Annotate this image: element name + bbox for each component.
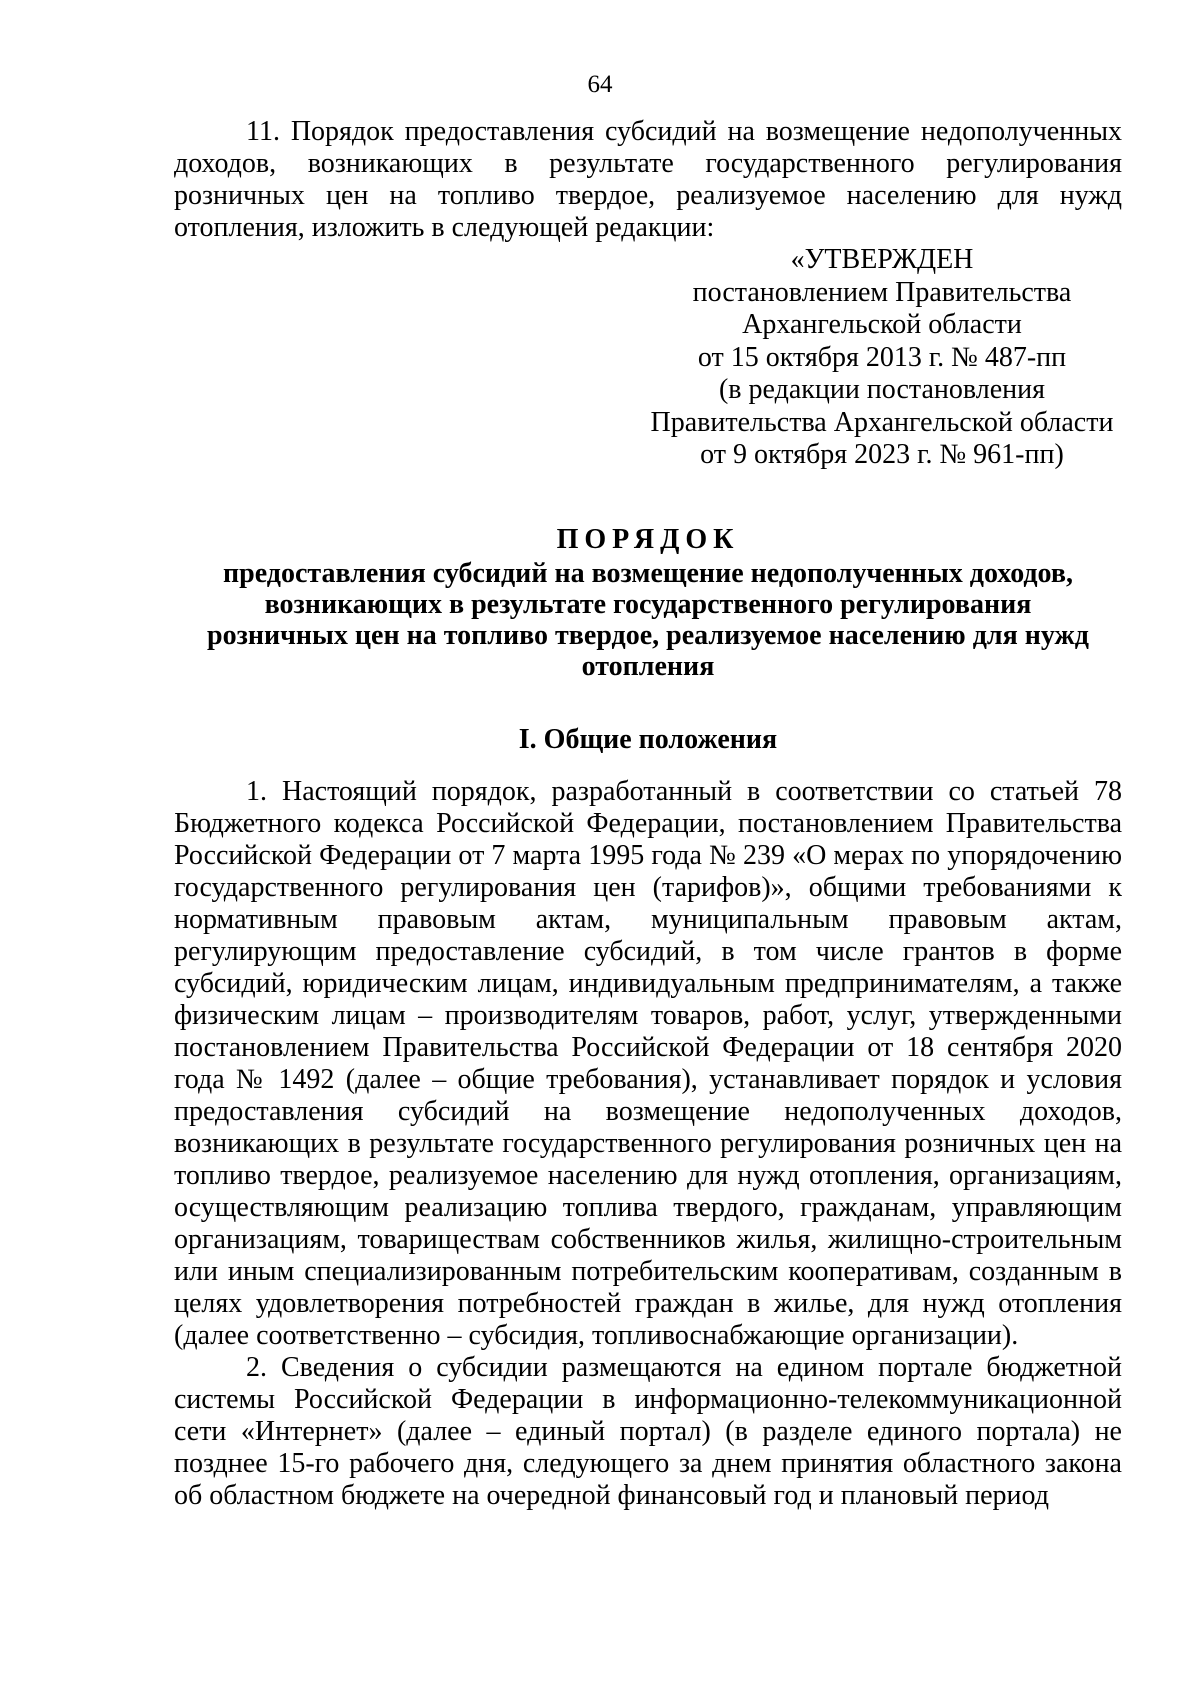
paragraph-1: 1. Настоящий порядок, разработанный в соответствии со статьей 78 Бюджетного кодекса Российской Федерации, постановлением Правительства Российской Федерации от 7 марта 1995 года № 239 «О мерах по упорядочению государственного регулирования цен (тарифов)», общими требованиями к нормативным правовым актам, муниципальным правовым актам, регулирующим предоставление субсидий, в том числе грантов в форме субсидий, юридическим лицам, индивидуальным предпринимателям, а также физическим лицам – производителям товаров, работ, услуг, утвержденными постановлением Правительства Российской Федерации от 18 сентября 2020 года № 1492 (далее – общие требования), устанавливает порядок и условия предоставления субсидий на возмещение недополученных доходов, возникающих в результате государственного регулирования розничных цен на топливо твердое, реализуемое населению для нужд отопления, организациям, осуществляющим реализацию топлива твердого, гражданам, управляющим организациям, товариществам собственников жилья, жилищно-строительным или иным специализированным потребительским кооперативам, созданным в целях удовлетворения потребностей граждан в жилье, для нужд отопления (далее соответственно – субсидия, топливоснабжающие организации). xyxy=(174,775,1122,1351)
document-title: ПОРЯДОК xyxy=(556,523,740,555)
approval-line: (в редакции постановления xyxy=(718,374,1046,405)
document-subtitle: предоставления субсидий на возмещение недополученных доходов, возникающих в результате государственного регулирования розничных цен на топливо твердое, реализуемое населению для нужд отопления xyxy=(207,557,1089,682)
intro-paragraph: 11. Порядок предоставления субсидий на возмещение недополученных доходов, возникающих в результате государственного регулирования розничных цен на топливо твердое, реализуемое населению для нужд отопления, изложить в следующей редакции: xyxy=(174,116,1122,243)
approval-line: Архангельской области xyxy=(742,309,1022,340)
document-body xyxy=(174,116,1122,1512)
approval-line: от 15 октября 2013 г. № 487-пп xyxy=(697,341,1067,373)
section-heading: I. Общие положения xyxy=(518,723,778,755)
approval-line: постановлением Правительства xyxy=(692,276,1072,308)
page-number: 64 xyxy=(587,71,613,98)
paragraph-2: 2. Сведения о субсидии размещаются на едином портале бюджетной системы Российской Федерации в информационно-телекоммуникационной сети «Интернет» (далее – единый портал) (в разделе единого портала) не позднее 15-го рабочего дня, следующего за днем принятия областного закона об областном бюджете на очередной финансовый год и плановый период xyxy=(174,1351,1122,1511)
approval-line: от 9 октября 2023 г. № 961-пп) xyxy=(700,439,1064,470)
approval-line: «УТВЕРЖДЕН xyxy=(790,244,974,275)
approval-line: Правительства Архангельской области xyxy=(650,406,1114,438)
approval-block xyxy=(642,244,1122,472)
